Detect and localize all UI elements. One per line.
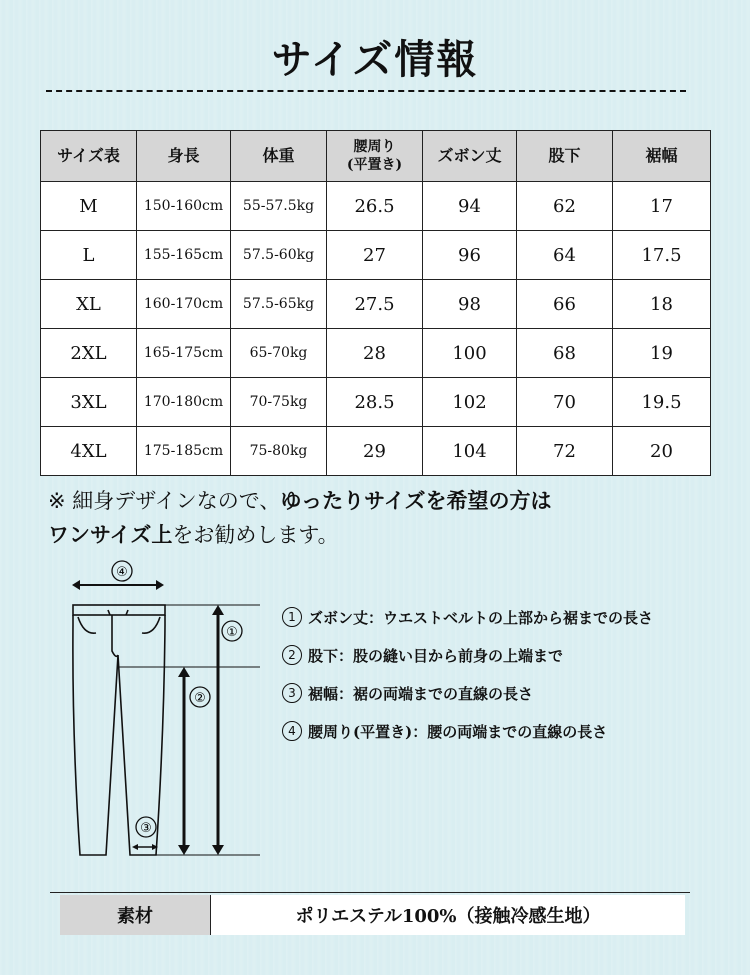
legend-item — [282, 598, 722, 636]
cell-inseam: 62 — [517, 182, 613, 231]
legend-number: 1 — [282, 607, 302, 627]
cell-size: 2XL — [41, 329, 137, 378]
table-row — [41, 378, 711, 427]
table-row — [41, 280, 711, 329]
table-row — [41, 427, 711, 476]
cell-weight: 70-75kg — [231, 378, 327, 427]
cell-hem: 17.5 — [613, 231, 711, 280]
guide-lines — [118, 605, 260, 855]
header-size: サイズ表 — [41, 131, 137, 182]
table-row — [41, 329, 711, 378]
mark-1: ① — [226, 625, 238, 640]
legend-item — [282, 674, 722, 712]
cell-size: 3XL — [41, 378, 137, 427]
cell-length: 100 — [423, 329, 517, 378]
cell-weight: 55-57.5kg — [231, 182, 327, 231]
table-header-row — [41, 131, 711, 182]
header-length: ズボン丈 — [423, 131, 517, 182]
cell-waist: 27 — [327, 231, 423, 280]
header-inseam: 股下 — [517, 131, 613, 182]
legend-text: 股下：股の縫い目から前身の上端まで — [308, 646, 564, 665]
cell-hem: 20 — [613, 427, 711, 476]
size-table — [40, 130, 711, 476]
pants-outline — [73, 605, 165, 855]
cell-waist: 29 — [327, 427, 423, 476]
cell-size: L — [41, 231, 137, 280]
legend-number: 2 — [282, 645, 302, 665]
material-value: ポリエステル100%（接触冷感生地） — [211, 895, 686, 935]
cell-weight: 57.5-65kg — [231, 280, 327, 329]
material-label: 素材 — [60, 895, 211, 935]
material-row — [60, 895, 685, 935]
sizing-note — [48, 484, 728, 552]
mark-2: ② — [194, 691, 206, 706]
header-height: 身長 — [137, 131, 231, 182]
cell-length: 94 — [423, 182, 517, 231]
mark-3: ③ — [140, 821, 152, 836]
legend-item — [282, 712, 722, 750]
cell-size: XL — [41, 280, 137, 329]
note-part1: ※ 細身デザインなので、 — [48, 489, 281, 513]
legend-number: 3 — [282, 683, 302, 703]
inseam-arrow — [178, 667, 190, 855]
header-hem: 裾幅 — [613, 131, 711, 182]
legend-text: 腰周り(平置き)：腰の両端までの直線の長さ — [308, 722, 608, 741]
legend-item — [282, 636, 722, 674]
measurement-legend — [282, 598, 722, 750]
cell-hem: 17 — [613, 182, 711, 231]
waist-arrow — [72, 580, 164, 590]
cell-waist: 28 — [327, 329, 423, 378]
note-part4: をお勧めします。 — [172, 523, 339, 547]
cell-hem: 18 — [613, 280, 711, 329]
pants-diagram — [50, 555, 270, 865]
cell-weight: 65-70kg — [231, 329, 327, 378]
cell-size: M — [41, 182, 137, 231]
title-divider — [46, 90, 686, 92]
cell-waist: 26.5 — [327, 182, 423, 231]
material-divider — [50, 892, 690, 893]
cell-length: 104 — [423, 427, 517, 476]
legend-text: 裾幅：裾の両端までの直線の長さ — [308, 684, 534, 703]
cell-hem: 19.5 — [613, 378, 711, 427]
length-arrow — [212, 605, 224, 855]
cell-inseam: 72 — [517, 427, 613, 476]
cell-height: 165-175cm — [137, 329, 231, 378]
cell-length: 102 — [423, 378, 517, 427]
header-weight: 体重 — [231, 131, 327, 182]
cell-inseam: 66 — [517, 280, 613, 329]
table-row — [41, 231, 711, 280]
page-title: サイズ情報 — [271, 36, 479, 83]
cell-height: 155-165cm — [137, 231, 231, 280]
cell-height: 175-185cm — [137, 427, 231, 476]
legend-number: 4 — [282, 721, 302, 741]
note-part3: ワンサイズ上 — [48, 523, 173, 547]
cell-length: 96 — [423, 231, 517, 280]
material-table — [60, 895, 685, 935]
note-part2: ゆったりサイズを希望の方は — [280, 489, 552, 513]
legend-text: ズボン丈：ウエストベルトの上部から裾までの長さ — [308, 608, 654, 627]
cell-hem: 19 — [613, 329, 711, 378]
hem-arrow — [132, 844, 158, 850]
cell-height: 170-180cm — [137, 378, 231, 427]
cell-length: 98 — [423, 280, 517, 329]
mark-4: ④ — [116, 565, 128, 580]
cell-waist: 27.5 — [327, 280, 423, 329]
cell-inseam: 68 — [517, 329, 613, 378]
header-waist: 腰周り (平置き) — [327, 131, 423, 182]
cell-inseam: 64 — [517, 231, 613, 280]
cell-weight: 57.5-60kg — [231, 231, 327, 280]
cell-waist: 28.5 — [327, 378, 423, 427]
cell-height: 150-160cm — [137, 182, 231, 231]
cell-weight: 75-80kg — [231, 427, 327, 476]
table-row — [41, 182, 711, 231]
cell-inseam: 70 — [517, 378, 613, 427]
cell-height: 160-170cm — [137, 280, 231, 329]
cell-size: 4XL — [41, 427, 137, 476]
